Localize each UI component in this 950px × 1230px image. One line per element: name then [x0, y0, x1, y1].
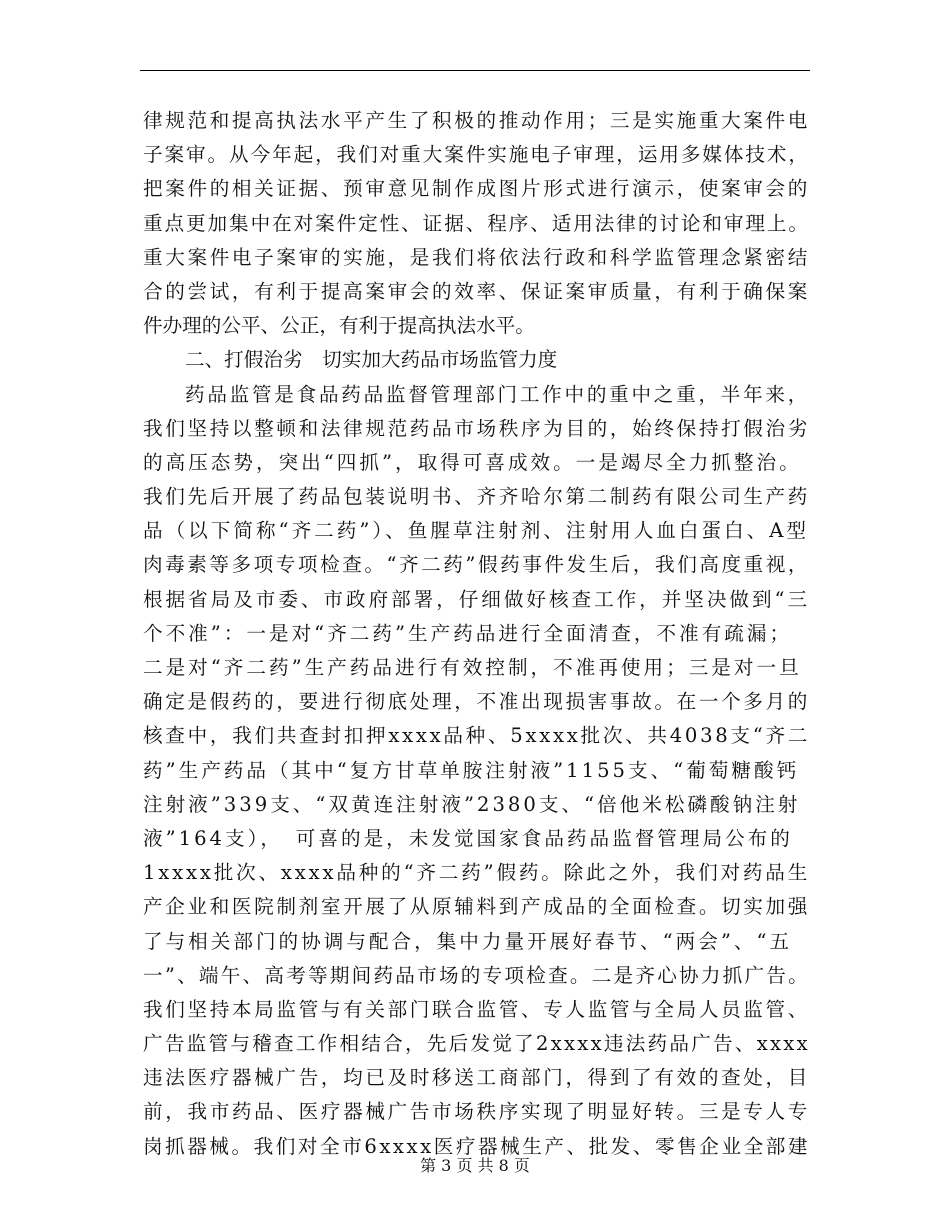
page-number-label: 第 3 页 共 8 页: [420, 1156, 530, 1175]
text-line: 肉毒素等多项专项检查。“齐二药”假药事件发生后，我们高度重视，: [143, 553, 810, 577]
text-line: 的高压态势，突出“四抓”，取得可喜成效。一是竭尽全力抓整治。: [143, 450, 802, 474]
paragraph-start-line: 二、打假治劣 切实加大药品市场监管力度: [185, 348, 558, 372]
header-rule: [140, 70, 810, 71]
text-line: 我们坚持以整顿和法律规范药品市场秩序为目的，始终保持打假治劣: [143, 416, 811, 440]
text-line: 我们先后开展了药品包装说明书、齐齐哈尔第二制药有限公司生产药: [143, 485, 811, 509]
text-line: 品（以下简称“齐二药”）、鱼腥草注射剂、注射用人血白蛋白、A型: [143, 519, 810, 543]
text-line: 违法医疗器械广告，均已及时移送工商部门，得到了有效的查处，目: [143, 1066, 811, 1090]
text-line: 个不准”：一是对“齐二药”生产药品进行全面清查，不准有疏漏；: [143, 621, 793, 645]
text-line: 药”生产药品（其中“复方甘草单胺注射液”1155支、“葡萄糖酸钙: [143, 758, 800, 782]
text-line: 我们坚持本局监管与有关部门联合监管、专人监管与全局人员监管、: [143, 997, 811, 1021]
text-line: 了与相关部门的协调与配合，集中力量开展好春节、“两会”、“五: [143, 929, 793, 953]
text-line: 前，我市药品、医疗器械广告市场秩序实现了明显好转。三是专人专: [143, 1100, 811, 1124]
text-line: 产企业和医院制剂室开展了从原辅料到产成品的全面检查。切实加强: [143, 895, 811, 919]
text-line: 根据省局及市委、市政府部署，仔细做好核查工作，并坚决做到“三: [143, 587, 811, 611]
text-line: 1xxxx批次、xxxx品种的“齐二药”假药。除此之外，我们对药品生: [143, 861, 811, 885]
text-line: 岗抓器械。我们对全市6xxxx医疗器械生产、批发、零售企业全部建: [143, 1134, 810, 1158]
text-line: 子案审。从今年起，我们对重大案件实施电子审理，运用多媒体技术，: [143, 143, 810, 167]
text-line: 二是对“齐二药”生产药品进行有效控制，不准再使用；三是对一旦: [143, 656, 802, 679]
text-line: 广告监管与稽查工作相结合，先后发觉了2xxxx违法药品广告、xxxx: [143, 1032, 810, 1056]
text-line: 一”、端午、高考等期间药品市场的专项检查。二是齐心协力抓广告。: [143, 963, 810, 987]
text-line: 重点更加集中在对案件定性、证据、程序、适用法律的讨论和审理上。: [143, 211, 810, 235]
document-body: [143, 104, 815, 1164]
text-line: 律规范和提高执法水平产生了积极的推动作用；三是实施重大案件电: [143, 109, 811, 132]
text-line: 核查中，我们共查封扣押xxxx品种、5xxxx批次、共4038支“齐二: [143, 724, 811, 748]
text-line: 液”164支）， 可喜的是，未发觉国家食品药品监督管理局公布的: [143, 826, 793, 850]
text-line: 确定是假药的，要进行彻底处理，不准出现损害事故。在一个多月的: [143, 690, 811, 714]
page-footer: [0, 1153, 950, 1176]
text-line: 把案件的相关证据、预审意见制作成图片形式进行演示，使案审会的: [143, 177, 811, 201]
text-line: 注射液”339支、“双黄连注射液”2380支、“倍他米松磷酸钠注射: [143, 792, 801, 816]
text-line: 重大案件电子案审的实施，是我们将依法行政和科学监管理念紧密结: [143, 245, 811, 269]
paragraph-start-line: 药品监管是食品药品监督管理部门工作中的重中之重，半年来，: [185, 382, 811, 406]
text-line: 合的尝试，有利于提高案审会的效率、保证案审质量，有利于确保案: [143, 279, 811, 303]
text-line: 件办理的公平、公正，有利于提高执法水平。: [143, 314, 535, 338]
